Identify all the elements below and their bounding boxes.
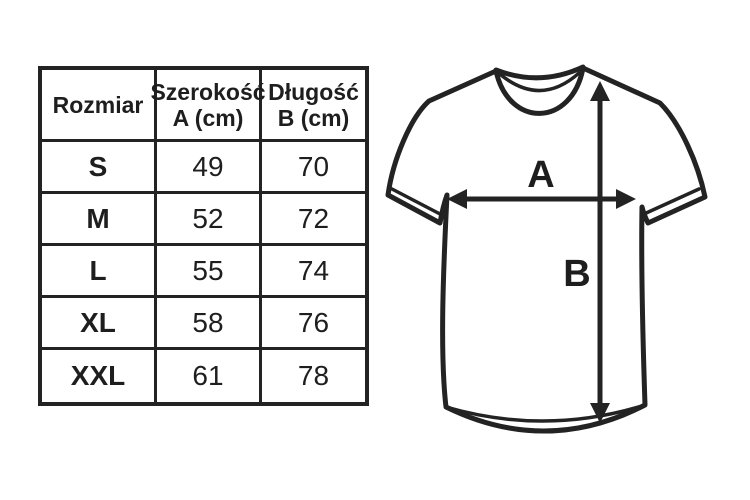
length-arrow [563,81,610,423]
header-length-title: Długość [268,78,359,105]
width-arrowhead-right-icon [616,189,636,209]
row-l-length: 74 [262,246,365,298]
row-xxl-size: XXL [42,350,157,402]
row-m-length: 72 [262,194,365,246]
row-m-width: 52 [157,194,262,246]
tshirt-diagram [383,55,728,455]
row-xxl-width: 61 [157,350,262,402]
row-s-size: S [42,142,157,194]
length-label: B [563,253,591,295]
header-length-subtitle: B (cm) [277,104,350,131]
row-s-length: 70 [262,142,365,194]
header-length [262,70,365,142]
tshirt-outline [388,68,705,431]
width-arrowhead-left-icon [447,189,467,209]
width-arrow [447,154,636,209]
header-width-title: Szerokość [150,78,266,105]
collar-outer-icon [496,67,583,78]
length-arrowhead-top-icon [590,81,610,101]
header-width-subtitle: A (cm) [172,104,244,131]
row-m-size: M [42,194,157,246]
row-xl-size: XL [42,298,157,350]
header-size-title: Rozmiar [52,91,144,118]
row-xl-width: 58 [157,298,262,350]
row-s-width: 49 [157,142,262,194]
row-l-width: 55 [157,246,262,298]
row-l-size: L [42,246,157,298]
row-xxl-length: 78 [297,360,330,391]
size-table [38,66,369,406]
width-label: A [527,154,555,196]
row-xl-length: 76 [262,298,365,350]
header-width [150,70,266,142]
header-size [42,70,157,142]
